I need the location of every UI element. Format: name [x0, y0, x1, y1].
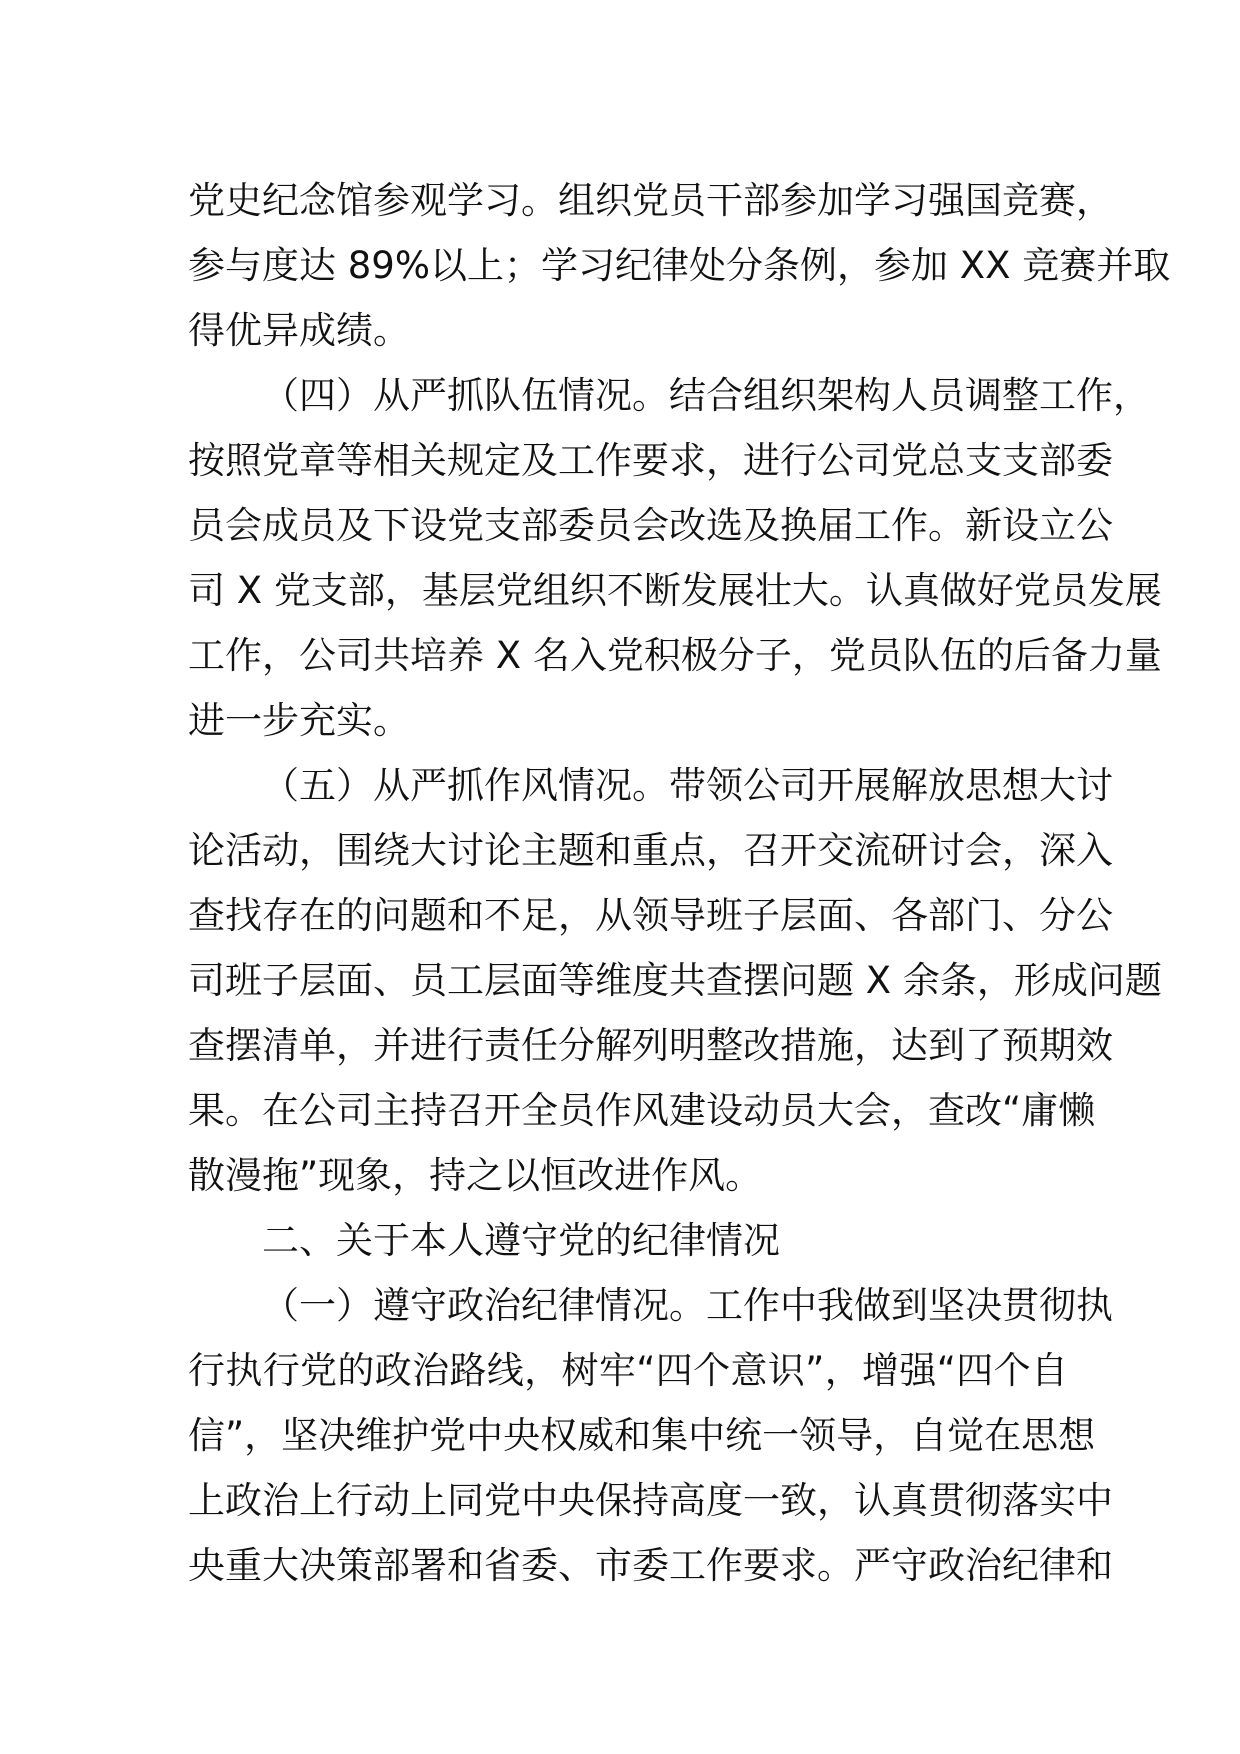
text-line-14: 查摆清单，并进行责任分解列明整改措施，达到了预期效 [188, 1024, 1113, 1067]
text-line-21: 上政治上行动上同党中央保持高度一致，认真贯彻落实中 [188, 1479, 1113, 1522]
text-line-6: 员会成员及下设党支部委员会改选及换届工作。新设立公 [188, 504, 1113, 547]
text-line-22: 央重大决策部署和省委、市委工作要求。严守政治纪律和 [188, 1544, 1113, 1587]
text-line-7: 司 X 党支部，基层党组织不断发展壮大。认真做好党员发展 [188, 569, 1162, 612]
text-line-18: （一）遵守政治纪律情况。工作中我做到坚决贯彻执 [262, 1284, 1113, 1327]
text-line-13: 司班子层面、员工层面等维度共查摆问题 X 余条，形成问题 [188, 959, 1162, 1002]
text-line-15: 果。在公司主持召开全员作风建设动员大会，查改“庸懒 [188, 1089, 1096, 1132]
text-line-3: 得优异成绩。 [188, 309, 410, 352]
document-body [188, 168, 1171, 1598]
text-line-5: 按照党章等相关规定及工作要求，进行公司党总支支部委 [188, 439, 1113, 482]
text-line-12: 查找存在的问题和不足，从领导班子层面、各部门、分公 [188, 894, 1113, 937]
text-line-9: 进一步充实。 [188, 699, 410, 742]
text-line-10: （五）从严抓作风情况。带领公司开展解放思想大讨 [262, 764, 1113, 807]
text-line-16: 散漫拖”现象，持之以恒改进作风。 [188, 1154, 763, 1197]
text-line-8: 工作，公司共培养 X 名入党积极分子，党员队伍的后备力量 [188, 634, 1162, 677]
text-line-1: 党史纪念馆参观学习。组织党员干部参加学习强国竞赛， [188, 179, 1113, 222]
text-line-20: 信”，坚决维护党中央权威和集中统一领导，自觉在思想 [188, 1414, 1096, 1457]
text-line-2: 参与度达 89%以上；学习纪律处分条例，参加 XX 竞赛并取 [188, 244, 1171, 287]
text-line-19: 行执行党的政治路线，树牢“四个意识”，增强“四个自 [188, 1349, 1068, 1392]
text-line-11: 论活动，围绕大讨论主题和重点，召开交流研讨会，深入 [188, 829, 1113, 872]
section-heading: 二、关于本人遵守党的纪律情况 [262, 1219, 780, 1262]
text-line-4: （四）从严抓队伍情况。结合组织架构人员调整工作， [262, 374, 1150, 417]
